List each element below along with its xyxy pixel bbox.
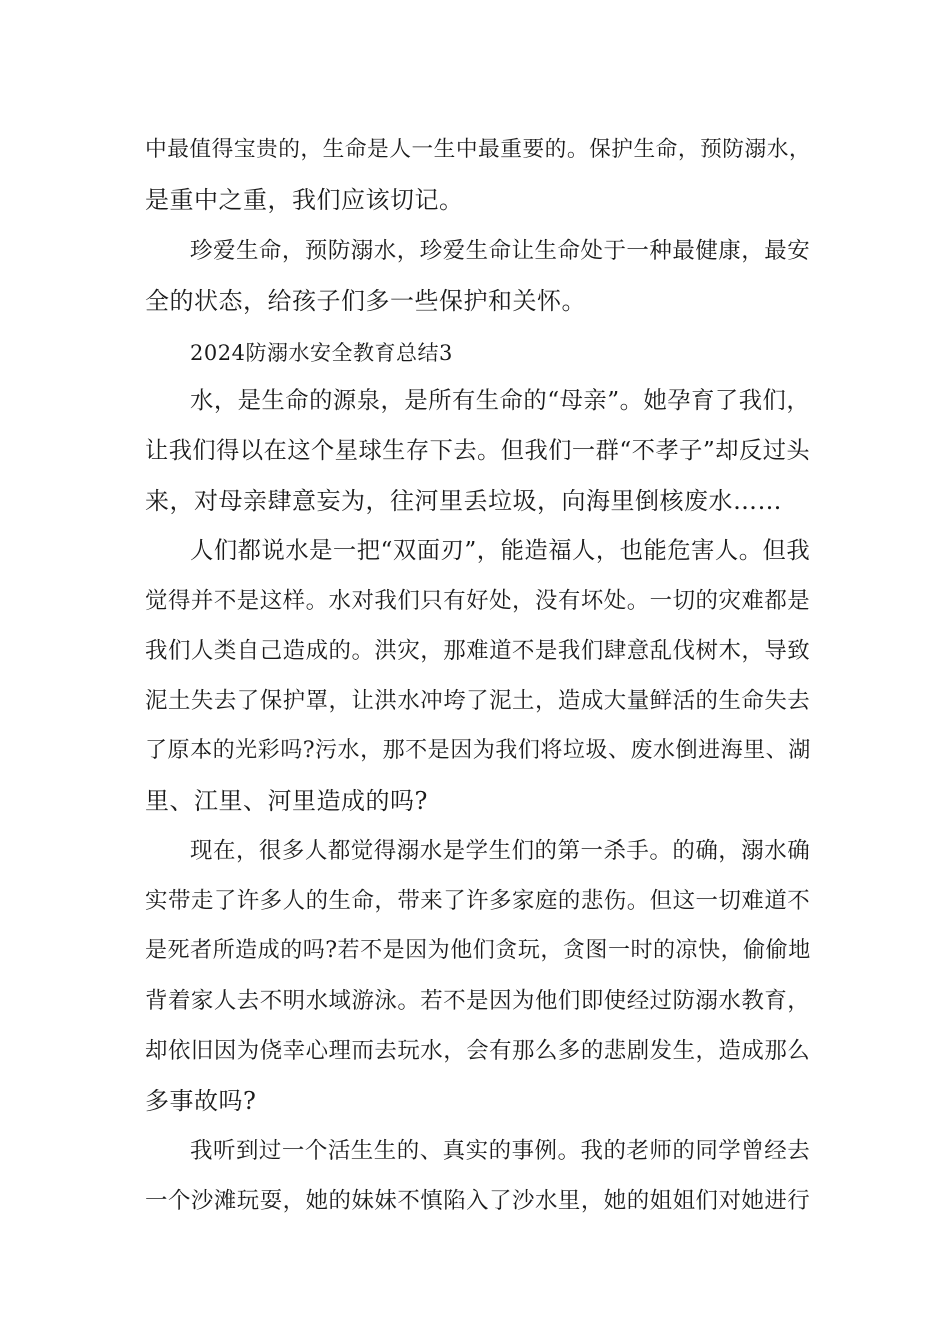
text-line: 我们人类自己造成的。洪灾，那难道不是我们肆意乱伐树木，导致 xyxy=(145,638,811,664)
text-line: 实带走了许多人的生命，带来了许多家庭的悲伤。但这一切难道不 xyxy=(145,888,811,914)
text-line: 一个沙滩玩耍，她的妹妹不慎陷入了沙水里，她的姐姐们对她进行 xyxy=(145,1188,811,1214)
text-line: 多事故吗? xyxy=(145,1087,257,1115)
text-line: 却依旧因为侥幸心理而去玩水，会有那么多的悲剧发生，造成那么 xyxy=(145,1038,811,1064)
paragraph-start-line: 人们都说水是一把“双面刃”，能造福人，也能危害人。但我 xyxy=(190,537,811,564)
paragraph-start-line: 现在，很多人都觉得溺水是学生们的第一杀手。的确，溺水确 xyxy=(190,838,811,864)
section-heading: 2024防溺水安全教育总结3 xyxy=(190,341,453,365)
text-line: 中最值得宝贵的，生命是人一生中最重要的。保护生命，预防溺水， xyxy=(145,137,812,162)
text-line: 是重中之重，我们应该切记。 xyxy=(145,186,464,214)
text-line: 让我们得以在这个星球生存下去。但我们一群“不孝子”却反过头 xyxy=(145,437,811,464)
text-line: 里、江里、河里造成的吗? xyxy=(145,787,428,815)
text-line: 来，对母亲肆意妄为，往河里丢垃圾，向海里倒核废水…… xyxy=(145,487,782,515)
text-line: 是死者所造成的吗?若不是因为他们贪玩，贪图一时的凉快，偷偷地 xyxy=(145,938,811,963)
paragraph-start-line: 我听到过一个活生生的、真实的事例。我的老师的同学曾经去 xyxy=(190,1138,811,1164)
text-line: 背着家人去不明水域游泳。若不是因为他们即使经过防溺水教育， xyxy=(145,988,811,1014)
text-line: 泥土失去了保护罩，让洪水冲垮了泥土，造成大量鲜活的生命失去 xyxy=(145,688,811,714)
text-line: 全的状态，给孩子们多一些保护和关怀。 xyxy=(145,287,586,315)
paragraph-start-line: 水，是生命的源泉，是所有生命的“母亲”。她孕育了我们， xyxy=(190,387,811,414)
paragraph-start-line: 珍爱生命，预防溺水，珍爱生命让生命处于一种最健康，最安 xyxy=(190,238,811,264)
text-line: 觉得并不是这样。水对我们只有好处，没有坏处。一切的灾难都是 xyxy=(145,588,811,614)
text-line: 了原本的光彩吗?污水，那不是因为我们将垃圾、废水倒进海里、湖 xyxy=(145,738,811,763)
